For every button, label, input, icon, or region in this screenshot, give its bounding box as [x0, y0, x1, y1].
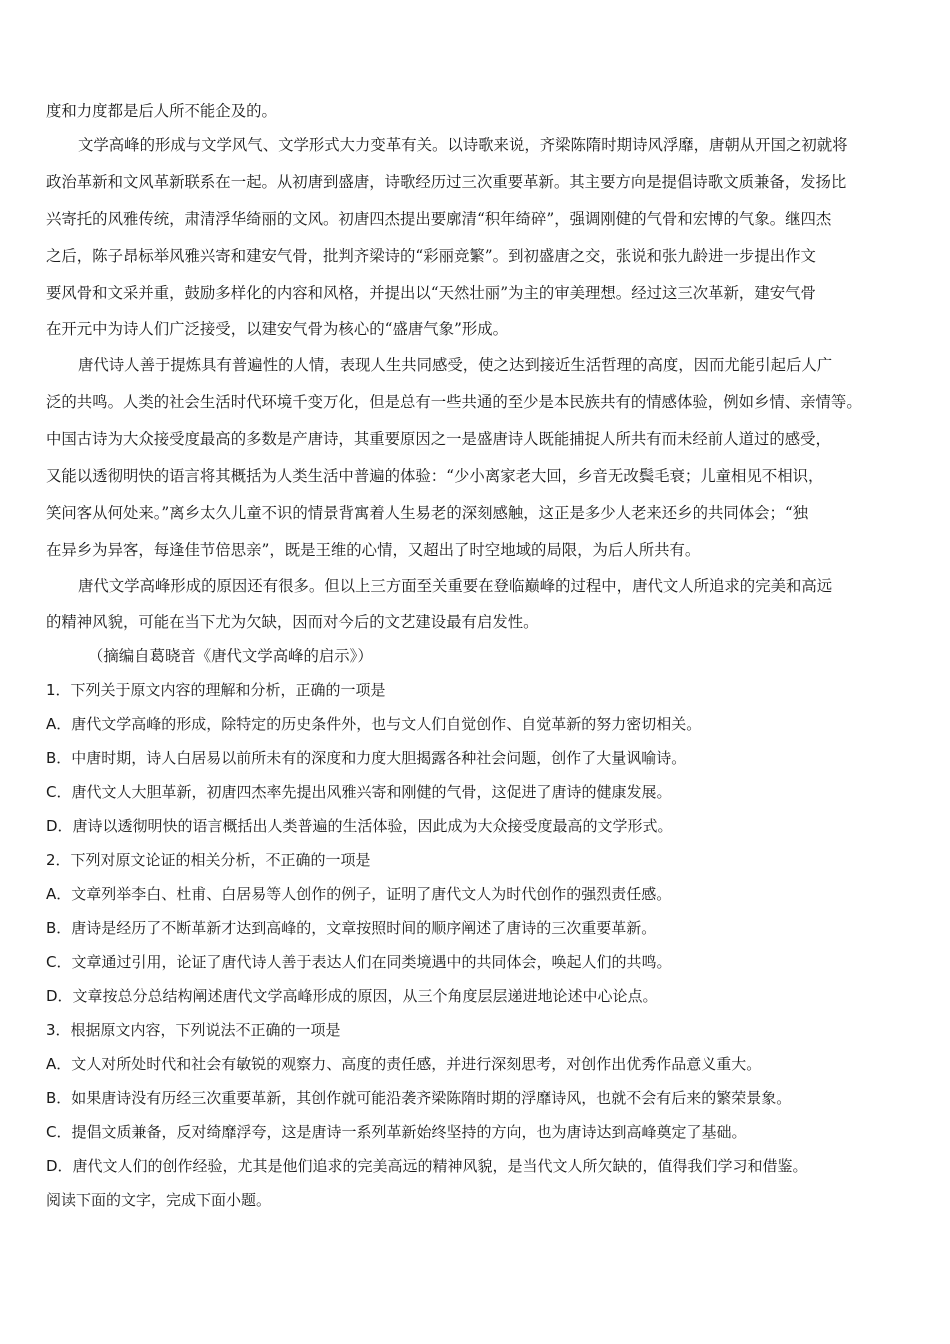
question-3-option-b: B．如果唐诗没有历经三次重要革新，其创作就可能沿袭齐梁陈隋时期的浮靡诗风，也就不会有后来的繁荣景象。: [46, 1089, 792, 1107]
question-2-option-b: B．唐诗是经历了不断革新才达到高峰的，文章按照时间的顺序阐述了唐诗的三次重要革新。: [46, 919, 657, 937]
passage-line-3: 政治革新和文风革新联系在一起。从初唐到盛唐，诗歌经历过三次重要革新。其主要方向是提倡诗歌文质兼备，发扬比: [46, 173, 847, 191]
passage-line-14: 唐代文学高峰形成的原因还有很多。但以上三方面至关重要在登临巅峰的过程中，唐代文人所追求的完美和高远: [78, 577, 833, 595]
passage-line-11: 又能以透彻明快的语言将其概括为人类生活中普遍的体验：“少小离家老大回，乡音无改鬓毛衰；儿童相见不相识，: [46, 467, 824, 485]
question-1-stem: 1．下列关于原文内容的理解和分析，正确的一项是: [46, 681, 386, 699]
passage-line-13: 在异乡为异客，每逢佳节倍思亲”，既是王维的心情，又超出了时空地域的局限，为后人所共有。: [46, 541, 701, 559]
question-2-stem: 2．下列对原文论证的相关分析，不正确的一项是: [46, 851, 371, 869]
passage-line-12: 笑问客从何处来。”离乡太久儿童不识的情景背寓着人生易老的深刻感触，这正是多少人老来还乡的共同体会；“独: [46, 504, 809, 522]
passage-line-15: 的精神风貌，可能在当下尤为欠缺，因而对今后的文艺建设最有启发性。: [46, 613, 539, 631]
passage-line-2: 文学高峰的形成与文学风气、文学形式大力变革有关。以诗歌来说，齐梁陈隋时期诗风浮靡，唐朝从开国之初就将: [78, 136, 848, 154]
question-3-stem: 3．根据原文内容，下列说法不正确的一项是: [46, 1021, 341, 1039]
question-1-option-a: A．唐代文学高峰的形成，除特定的历史条件外，也与文人们自觉创作、自觉革新的努力密切相关。: [46, 715, 702, 733]
passage-line-5: 之后，陈子昂标举风雅兴寄和建安气骨，批判齐梁诗的“彩丽竞繁”。到初盛唐之交，张说和张九龄进一步提出作文: [46, 247, 816, 265]
passage-source: （摘编自葛晓音《唐代文学高峰的启示》）: [88, 647, 373, 665]
passage-line-1: 度和力度都是后人所不能企及的。: [46, 102, 277, 120]
passage-line-7: 在开元中为诗人们广泛接受，以建安气骨为核心的“盛唐气象”形成。: [46, 320, 509, 338]
question-3-option-d: D．唐代文人们的创作经验，尤其是他们追求的完美高远的精神风貌，是当代文人所欠缺的，值得我们学习和借鉴。: [46, 1157, 808, 1175]
question-3-option-a: A．文人对所处时代和社会有敏锐的观察力、高度的责任感，并进行深刻思考，对创作出优秀作品意义重大。: [46, 1055, 762, 1073]
question-2-option-d: D．文章按总分总结构阐述唐代文学高峰形成的原因，从三个角度层层递进地论述中心论点。: [46, 987, 658, 1005]
question-1-option-b: B．中唐时期，诗人白居易以前所未有的深度和力度大胆揭露各种社会问题，创作了大量讽喻诗。: [46, 749, 687, 767]
passage-line-10: 中国古诗为大众接受度最高的多数是产唐诗，其重要原因之一是盛唐诗人既能捕捉人所共有而未经前人道过的感受，: [46, 430, 831, 448]
question-1-option-d: D．唐诗以透彻明快的语言概括出人类普遍的生活体验，因此成为大众接受度最高的文学形式。: [46, 817, 673, 835]
reading-instruction: 阅读下面的文字，完成下面小题。: [46, 1191, 272, 1209]
passage-line-6: 要风骨和文采并重，鼓励多样化的内容和风格，并提出以“天然壮丽”为主的审美理想。经过这三次革新，建安气骨: [46, 284, 816, 302]
passage-line-4: 兴寄托的风雅传统，肃清浮华绮丽的文风。初唐四杰提出要廓清“积年绮碎”，强调刚健的气骨和宏博的气象。继四杰: [46, 210, 832, 228]
question-2-option-a: A．文章列举李白、杜甫、白居易等人创作的例子，证明了唐代文人为时代创作的强烈责任感。: [46, 885, 672, 903]
passage-line-8: 唐代诗人善于提炼具有普遍性的人情，表现人生共同感受，使之达到接近生活哲理的高度，因而尤能引起后人广: [78, 356, 833, 374]
question-1-option-c: C．唐代文人大胆革新，初唐四杰率先提出风雅兴寄和刚健的气骨，这促进了唐诗的健康发展。: [46, 783, 672, 801]
passage-line-9: 泛的共鸣。人类的社会生活时代环境千变万化，但是总有一些共通的至少是本民族共有的情感体验，例如乡情、亲情等。: [46, 393, 862, 411]
question-3-option-c: C．提倡文质兼备，反对绮靡浮夸，这是唐诗一系列革新始终坚持的方向，也为唐诗达到高峰奠定了基础。: [46, 1123, 747, 1141]
question-2-option-c: C．文章通过引用，论证了唐代诗人善于表达人们在同类境遇中的共同体会，唤起人们的共鸣。: [46, 953, 672, 971]
